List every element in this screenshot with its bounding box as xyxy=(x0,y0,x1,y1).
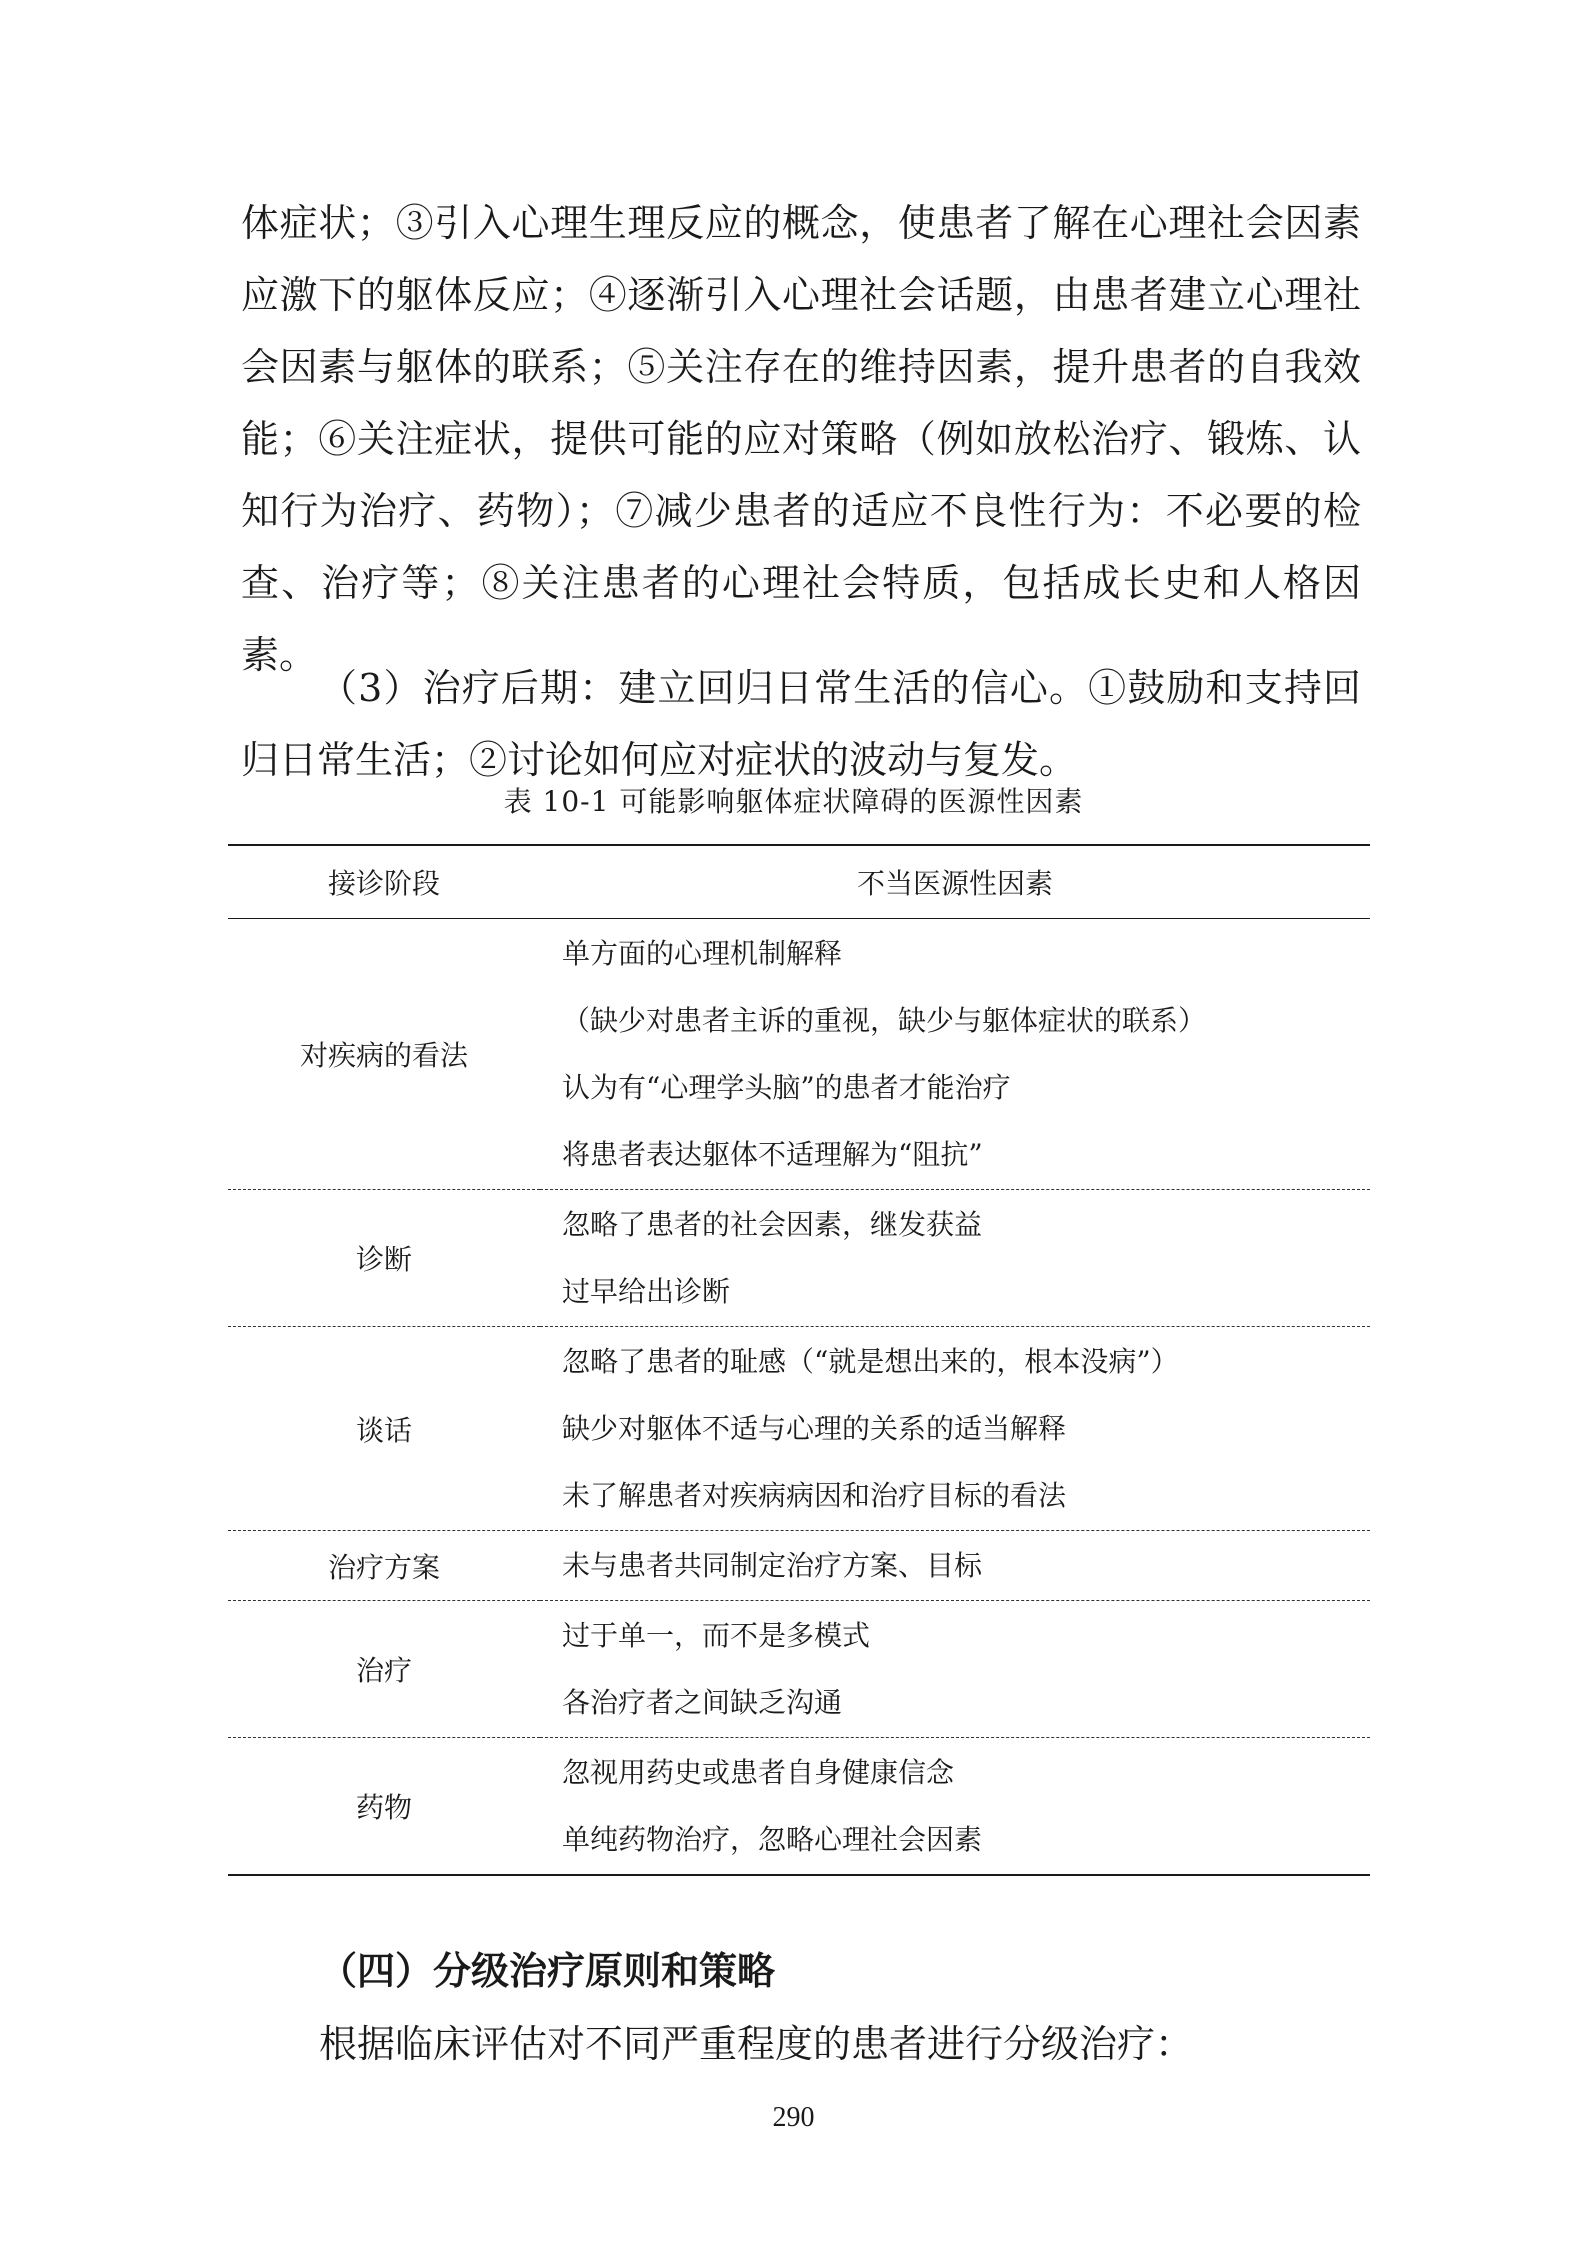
stage-cell: 治疗 xyxy=(355,1654,412,1687)
factor-item: 忽略了患者的社会因素，继发获益 xyxy=(562,1208,983,1241)
table-caption: 表 10-1 可能影响躯体症状障碍的医源性因素 xyxy=(503,785,1084,818)
factor-item: （缺少对患者主诉的重视，缺少与躯体症状的联系） xyxy=(562,1004,1207,1037)
table-row xyxy=(228,1531,1370,1601)
table-row xyxy=(228,919,1370,1190)
factor-item: 过于单一，而不是多模式 xyxy=(562,1619,871,1652)
page-number: 290 xyxy=(772,2102,815,2133)
factor-item: 将患者表达躯体不适理解为“阻抗” xyxy=(562,1138,983,1171)
factor-item: 认为有“心理学头脑”的患者才能治疗 xyxy=(562,1071,1011,1104)
iatrogenic-factors-table xyxy=(228,844,1370,1876)
factors-cell xyxy=(540,1738,1370,1876)
stage-cell: 药物 xyxy=(355,1791,412,1824)
factor-item: 各治疗者之间缺乏沟通 xyxy=(562,1686,843,1719)
factor-item: 缺少对躯体不适与心理的关系的适当解释 xyxy=(562,1412,1067,1445)
body-paragraph-1: 体症状；③引入心理生理反应的概念，使患者了解在心理社会因素应激下的躯体反应；④逐渐引入心理社会话题，由患者建立心理社会因素与躯体的联系；⑤关注存在的维持因素，提升患者的自我效能；⑥关注症状，提供可能的应对策略（例如放松治疗、锻炼、认知行为治疗、药物）；⑦减少患者的适应不良性行为：不必要的检查、治疗等；⑧关注患者的心理社会特质，包括成长史和人格因素。 xyxy=(241,201,1361,677)
table-header-row xyxy=(228,845,1370,919)
section-intro: 根据临床评估对不同严重程度的患者进行分级治疗： xyxy=(319,2022,1194,2066)
stage-cell: 诊断 xyxy=(355,1243,412,1276)
stage-cell: 对疾病的看法 xyxy=(299,1039,468,1072)
factors-cell xyxy=(540,1601,1370,1738)
factor-item: 过早给出诊断 xyxy=(562,1275,731,1308)
factor-item: 单方面的心理机制解释 xyxy=(562,937,843,970)
factor-item: 单纯药物治疗，忽略心理社会因素 xyxy=(562,1823,983,1856)
factors-cell xyxy=(540,1531,1370,1601)
factors-cell xyxy=(540,1327,1370,1531)
section-heading: （四）分级治疗原则和策略 xyxy=(319,1948,776,1993)
factors-cell xyxy=(540,1190,1370,1327)
table-body xyxy=(228,919,1370,1876)
table-row xyxy=(228,1327,1370,1531)
header-factors: 不当医源性因素 xyxy=(856,867,1053,900)
table-row xyxy=(228,1601,1370,1738)
stage-cell: 治疗方案 xyxy=(327,1550,440,1584)
factor-item: 忽略了患者的耻感（“就是想出来的，根本没病”） xyxy=(562,1345,1179,1378)
factor-item: 忽视用药史或患者自身健康信念 xyxy=(562,1756,955,1789)
body-paragraph-2: （3）治疗后期：建立回归日常生活的信心。①鼓励和支持回归日常生活；②讨论如何应对症状的波动与复发。 xyxy=(241,666,1361,782)
table-row xyxy=(228,1190,1370,1327)
factor-item: 未了解患者对疾病病因和治疗目标的看法 xyxy=(562,1479,1067,1512)
header-stage: 接诊阶段 xyxy=(327,867,440,900)
factors-cell xyxy=(540,919,1370,1190)
stage-cell: 谈话 xyxy=(355,1413,412,1447)
factor-item: 未与患者共同制定治疗方案、目标 xyxy=(562,1549,983,1582)
table-row xyxy=(228,1738,1370,1876)
